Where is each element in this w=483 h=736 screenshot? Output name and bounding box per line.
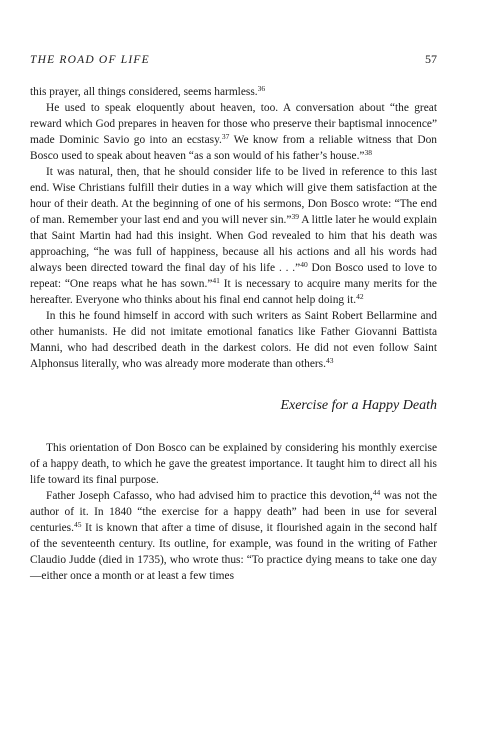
footnote-ref: 40 (300, 260, 308, 269)
footnote-ref: 37 (221, 132, 230, 141)
footnote-ref: 43 (325, 356, 334, 365)
footnote-ref: 36 (257, 84, 266, 93)
section-body-text (30, 440, 437, 584)
page-number: 57 (425, 52, 437, 66)
footnote-ref: 41 (212, 276, 220, 285)
paragraph (30, 100, 437, 164)
running-head (30, 52, 437, 74)
footnote-ref: 38 (364, 148, 372, 157)
paragraph-text: It is necessary to acquire many merits for the hereafter. Everyone who thinks about his final end cannot help doing it. (30, 278, 437, 306)
paragraph-text: Father Joseph Cafasso, who had advised him to practice this devotion, (46, 490, 373, 502)
paragraph (30, 440, 437, 488)
paragraph-text: A little later he would explain that Saint Martin had had this insight. When God revealed to him that his death was approaching, “he was full of happiness, because all his actions and all his words had always been directed toward the final day of his life . . .” (30, 214, 437, 274)
body-text (30, 84, 437, 372)
paragraph-text: this prayer, all things considered, seems harmless. (30, 86, 258, 98)
footnote-ref: 42 (356, 292, 364, 301)
running-title: THE ROAD OF LIFE (30, 54, 150, 66)
paragraph (30, 84, 437, 100)
paragraph-text: In this he found himself in accord with such writers as Saint Robert Bellarmine and other humanists. He did not imitate emotional fanatics like Father Giovanni Battista Manni, who had described death in the darkest colors. He did not even follow Saint Alphonsus literally, who was already more moderate than others. (30, 310, 437, 370)
paragraph-text: We know from a reliable witness that Don Bosco used to speak about heaven “as a son would of his father’s house.” (30, 134, 437, 162)
section (30, 397, 437, 584)
section-heading: Exercise for a Happy Death (280, 398, 437, 413)
paragraph (30, 488, 437, 584)
paragraph-text: Don Bosco used to love to repeat: “One reaps what he has sown.” (30, 262, 437, 290)
footnote-ref: 39 (291, 212, 299, 221)
paragraph-text: was not the author of it. In 1840 “the exercise for a happy death” had been in use for several centuries. (30, 490, 438, 534)
paragraph-text: This orientation of Don Bosco can be explained by considering his monthly exercise of a happy death, to which he gave the greatest importance. It taught him to direct all his life toward its final purpose. (30, 442, 437, 486)
paragraph-text: He used to speak eloquently about heaven, too. A conversation about “the great reward which God prepares in heaven for those who preserve their baptismal innocence” made Dominic Savio go into an ecstasy. (30, 102, 437, 146)
footnote-ref: 44 (372, 488, 381, 497)
book-page (30, 52, 437, 584)
paragraph-text: It was natural, then, that he should consider life to be lived in reference to this last end. Wise Christians fulfill their duties in a way which will give them satisfaction at the hour of their death. At the beginning of one of his sermons, Don Bosco wrote: “The end of man. Remember your last end and you will never sin.” (30, 166, 437, 226)
paragraph (30, 308, 437, 372)
footnote-ref: 45 (73, 520, 82, 529)
paragraph (30, 164, 437, 308)
paragraph-text: It is known that after a time of disuse, it flourished again in the second half of the seventeenth century. Its outline, for example, was found in the writing of Father Claudio Judde (died in 1735), who wrote thus: “To practice dying means to take one day—either once a month or at least a few times (30, 522, 437, 582)
